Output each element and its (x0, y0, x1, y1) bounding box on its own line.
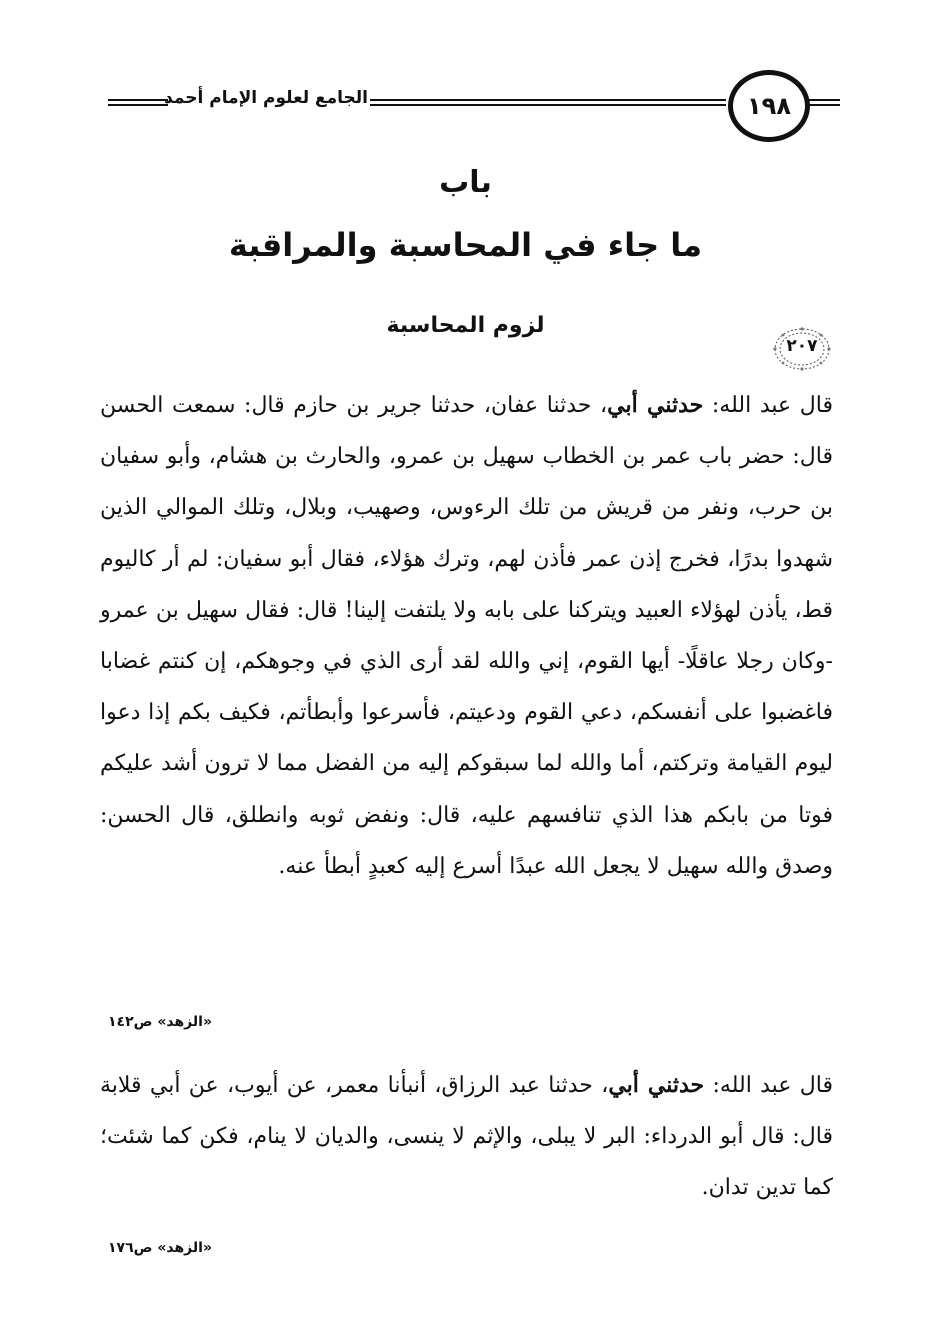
header-rule-middle-double (370, 104, 726, 106)
chapter-title: ما جاء في المحاسبة والمراقبة (228, 226, 703, 264)
paragraph-2-narrator: حدثني أبي (608, 1072, 705, 1098)
paragraph-2-text: ، حدثنا عبد الرزاق، أنبأنا معمر، عن أيوب، عن أبي قلابة قال: قال أبو الدرداء: البر لا يبلى، والإثم لا ينسى، والديان لا ينام، فكن كما شئت؛ كما تدين تدان. (100, 1073, 833, 1201)
chapter-label: باب (439, 165, 492, 200)
source-citation-1: «الزهد» ص١٤٢ (108, 1014, 212, 1030)
running-title: الجامع لعلوم الإمام أحمد (164, 88, 368, 108)
paragraph-1-text: ، حدثنا عفان، حدثنا جرير بن حازم قال: سمعت الحسن قال: حضر باب عمر بن الخطاب سهيل بن عمرو، والحارث بن هشام، وأبو سفيان بن حرب، ونفر من قريش من تلك الرءوس، وصهيب، وبلال، وتلك الموالي الذين شهدوا بدرًا، فخرج إذن عمر فأذن لهم، وترك هؤلاء، فقال أبو سفيان: لم أر كاليوم قط، يأذن لهؤلاء العبيد ويتركنا على بابه ولا يلتفت إلينا! قال: فقال سهيل بن عمرو -وكان رجلا عاقلًا- أيها القوم، إني والله لقد أرى الذي في وجوهكم، إن كنتم غضابا فاغضبوا على أنفسكم، دعي القوم ودعيتم، فأسرعوا وأبطأتم، فكيف بكم إذا دعوا ليوم القيامة وتركتم، أما والله لما سبقوكم إليه من الفضل مما لا ترون أشد عليكم فوتا من بابكم هذا الذي تنافسهم عليه، قال: ونفض ثوبه وانطلق، قال الحسن: وصدق والله سهيل لا يجعل الله عبدًا أسرع إليه كعبدٍ أبطأ عنه. (100, 393, 833, 879)
header-rule-right-double (808, 104, 840, 106)
entry-number: ٢٠٧ (786, 336, 818, 356)
entry-number-badge (772, 326, 832, 372)
paragraph-2-lead: قال عبد الله: (704, 1073, 833, 1098)
section-heading: لزوم المحاسبة (386, 313, 545, 338)
header-rule-left (108, 99, 168, 101)
paragraph-1-lead: قال عبد الله: (703, 393, 833, 418)
header-rule-left-double (108, 104, 168, 106)
paragraph-2 (100, 1060, 833, 1214)
header-rule-right (808, 99, 840, 101)
paragraph-1 (100, 380, 833, 892)
page-header (108, 70, 840, 140)
source-citation-2: «الزهد» ص١٧٦ (108, 1240, 212, 1256)
paragraph-1-narrator: حدثني أبي (607, 392, 704, 418)
page-number: ١٩٨ (728, 70, 810, 142)
header-rule-middle (370, 99, 726, 101)
